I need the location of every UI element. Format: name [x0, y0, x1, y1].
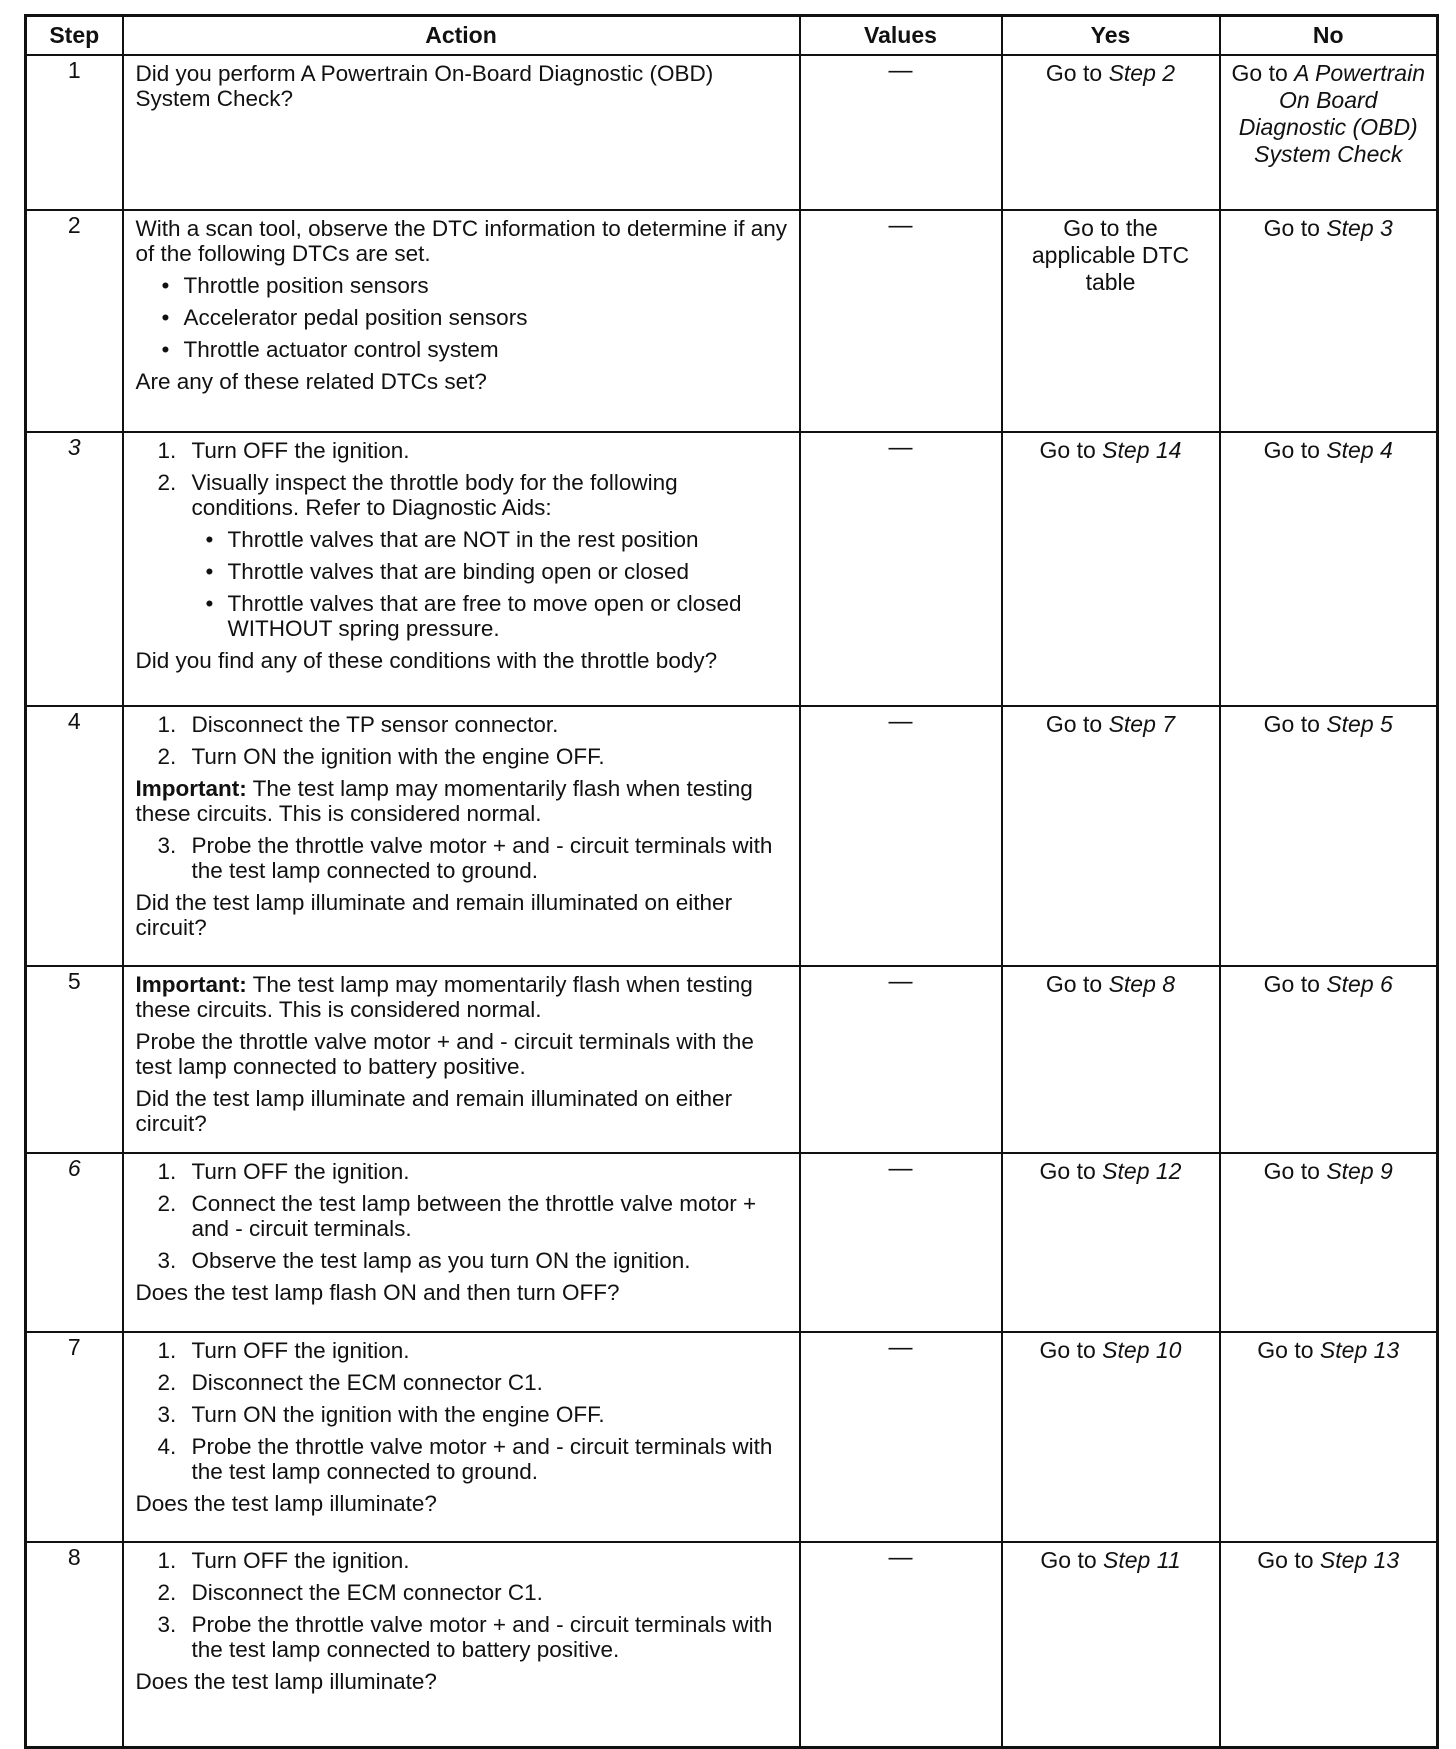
no-cell[interactable] [1220, 432, 1438, 706]
header-no: No [1220, 16, 1438, 56]
action-text: With a scan tool, observe the DTC information to determine if any of the following DTCs are set. [135, 216, 788, 266]
yes-link[interactable]: Step 7 [1108, 711, 1176, 737]
step-number: 1 [26, 55, 123, 210]
numbered-item: 2. Disconnect the ECM connector C1. [157, 1370, 543, 1395]
step-number: 8 [26, 1542, 123, 1748]
yes-text[interactable]: Go to the applicable DTC table [1031, 215, 1190, 295]
values-cell: — [800, 55, 1002, 210]
important-note: Important: The test lamp may momentarily flash when testing these circuits. This is considered normal. [135, 776, 753, 826]
step-number: 3 [26, 432, 123, 706]
yes-link[interactable]: Step 2 [1108, 60, 1176, 86]
no-cell[interactable] [1220, 706, 1438, 966]
no-prefix: Go to [1263, 437, 1327, 463]
bullet-icon: • [161, 337, 170, 362]
yes-prefix: Go to [1045, 60, 1109, 86]
no-cell[interactable] [1220, 210, 1438, 432]
action-question: Does the test lamp illuminate? [135, 1491, 437, 1516]
no-cell[interactable] [1220, 1153, 1438, 1332]
table-row [26, 432, 1438, 706]
yes-prefix: Go to [1045, 971, 1109, 997]
yes-link[interactable]: Step 11 [1103, 1547, 1181, 1573]
no-prefix: Go to [1263, 711, 1327, 737]
yes-prefix: Go to [1039, 1337, 1103, 1363]
yes-link[interactable]: Step 8 [1108, 971, 1176, 997]
numbered-item: 3. Probe the throttle valve motor + and - circuit terminals with the test lamp connected to battery positive. [157, 1612, 773, 1662]
bullet-item: • Throttle position sensors [161, 273, 429, 298]
numbered-item: 3. Turn ON the ignition with the engine OFF. [157, 1402, 605, 1427]
no-prefix: Go to [1263, 1158, 1327, 1184]
action-cell [123, 210, 800, 432]
action-cell [123, 55, 800, 210]
table-row [26, 55, 1438, 210]
values-cell: — [800, 1542, 1002, 1748]
table-row [26, 1542, 1438, 1748]
action-cell [123, 1153, 800, 1332]
yes-cell[interactable] [1002, 966, 1220, 1153]
yes-prefix: Go to [1039, 1158, 1103, 1184]
numbered-item: 1. Turn OFF the ignition. [157, 1548, 410, 1573]
no-link[interactable]: Step 13 [1319, 1547, 1400, 1573]
no-cell[interactable] [1220, 55, 1438, 210]
action-cell [123, 1332, 800, 1542]
no-prefix: Go to [1257, 1337, 1320, 1363]
numbered-item: 2. Visually inspect the throttle body for the following conditions. Refer to Diagnostic Aids: [157, 470, 678, 520]
yes-cell[interactable] [1002, 432, 1220, 706]
yes-cell[interactable] [1002, 210, 1220, 432]
diagnostic-table [24, 14, 1439, 1749]
yes-link[interactable]: Step 14 [1102, 437, 1182, 463]
important-note: Important: The test lamp may momentarily flash when testing these circuits. This is considered normal. [135, 972, 753, 1022]
numbered-item: 2. Connect the test lamp between the throttle valve motor + and - circuit terminals. [157, 1191, 757, 1241]
numbered-item: 1. Turn OFF the ignition. [157, 1159, 410, 1184]
numbered-item: 1. Turn OFF the ignition. [157, 1338, 410, 1363]
yes-prefix: Go to [1040, 1547, 1104, 1573]
bullet-icon: • [205, 527, 214, 552]
action-text: Did you perform A Powertrain On-Board Diagnostic (OBD) System Check? [135, 61, 714, 111]
no-link[interactable]: A Powertrain On Board Diagnostic (OBD) System Check [1238, 60, 1425, 167]
no-prefix: Go to [1263, 971, 1327, 997]
step-number: 7 [26, 1332, 123, 1542]
bullet-item: • Throttle actuator control system [161, 337, 499, 362]
numbered-item: 2. Turn ON the ignition with the engine OFF. [157, 744, 605, 769]
step-number: 5 [26, 966, 123, 1153]
bullet-icon: • [161, 273, 170, 298]
no-cell[interactable] [1220, 1542, 1438, 1748]
yes-prefix: Go to [1039, 437, 1103, 463]
bullet-item: • Throttle valves that are free to move open or closed WITHOUT spring pressure. [205, 591, 742, 641]
bullet-icon: • [161, 305, 170, 330]
values-cell: — [800, 966, 1002, 1153]
yes-cell[interactable] [1002, 706, 1220, 966]
step-number: 2 [26, 210, 123, 432]
numbered-item: 2. Disconnect the ECM connector C1. [157, 1580, 543, 1605]
table-row [26, 1332, 1438, 1542]
action-question: Did the test lamp illuminate and remain illuminated on either circuit? [135, 1086, 733, 1136]
action-question: Does the test lamp flash ON and then turn OFF? [135, 1280, 620, 1305]
no-link[interactable]: Step 4 [1326, 437, 1393, 463]
values-cell: — [800, 1153, 1002, 1332]
header-yes: Yes [1002, 16, 1220, 56]
action-question: Did the test lamp illuminate and remain illuminated on either circuit? [135, 890, 733, 940]
bullet-icon: • [205, 591, 214, 616]
no-prefix: Go to [1231, 60, 1295, 86]
numbered-item: 3. Observe the test lamp as you turn ON the ignition. [157, 1248, 691, 1273]
action-question: Did you find any of these conditions with the throttle body? [135, 648, 718, 673]
no-prefix: Go to [1257, 1547, 1320, 1573]
numbered-item: 1. Disconnect the TP sensor connector. [157, 712, 559, 737]
yes-cell[interactable] [1002, 1153, 1220, 1332]
step-number: 6 [26, 1153, 123, 1332]
yes-cell[interactable] [1002, 1332, 1220, 1542]
values-cell: — [800, 706, 1002, 966]
step-number: 4 [26, 706, 123, 966]
no-link[interactable]: Step 5 [1326, 711, 1393, 737]
action-cell [123, 432, 800, 706]
no-cell[interactable] [1220, 1332, 1438, 1542]
numbered-item: 4. Probe the throttle valve motor + and - circuit terminals with the test lamp connected to ground. [157, 1434, 773, 1484]
values-cell: — [800, 210, 1002, 432]
no-cell[interactable] [1220, 966, 1438, 1153]
no-link[interactable]: Step 13 [1319, 1337, 1400, 1363]
important-label: Important: [135, 776, 247, 801]
important-label: Important: [135, 972, 247, 997]
header-row [26, 16, 1438, 56]
values-cell: — [800, 1332, 1002, 1542]
header-step: Step [26, 16, 123, 56]
yes-cell[interactable] [1002, 55, 1220, 210]
no-prefix: Go to [1263, 215, 1327, 241]
no-link[interactable]: Step 9 [1326, 1158, 1393, 1184]
values-cell: — [800, 432, 1002, 706]
table-row [26, 706, 1438, 966]
yes-prefix: Go to [1045, 711, 1109, 737]
table-row [26, 1153, 1438, 1332]
bullet-item: • Throttle valves that are NOT in the rest position [205, 527, 699, 552]
header-values: Values [800, 16, 1002, 56]
bullet-item: • Throttle valves that are binding open or closed [205, 559, 690, 584]
numbered-item: 3. Probe the throttle valve motor + and - circuit terminals with the test lamp connected to ground. [157, 833, 773, 883]
numbered-item: 1. Turn OFF the ignition. [157, 438, 410, 463]
bullet-item: • Accelerator pedal position sensors [161, 305, 528, 330]
yes-link[interactable]: Step 12 [1102, 1158, 1182, 1184]
yes-cell[interactable] [1002, 1542, 1220, 1748]
no-link[interactable]: Step 3 [1326, 215, 1393, 241]
no-link[interactable]: Step 6 [1326, 971, 1393, 997]
header-action: Action [123, 16, 800, 56]
table-row [26, 210, 1438, 432]
bullet-icon: • [205, 559, 214, 584]
action-cell [123, 706, 800, 966]
action-cell [123, 966, 800, 1153]
yes-link[interactable]: Step 10 [1102, 1337, 1182, 1363]
action-question: Does the test lamp illuminate? [135, 1669, 437, 1694]
action-cell [123, 1542, 800, 1748]
action-question: Are any of these related DTCs set? [135, 369, 487, 394]
action-text: Probe the throttle valve motor + and - circuit terminals with the test lamp connected to battery positive. [135, 1029, 754, 1079]
table-row [26, 966, 1438, 1153]
